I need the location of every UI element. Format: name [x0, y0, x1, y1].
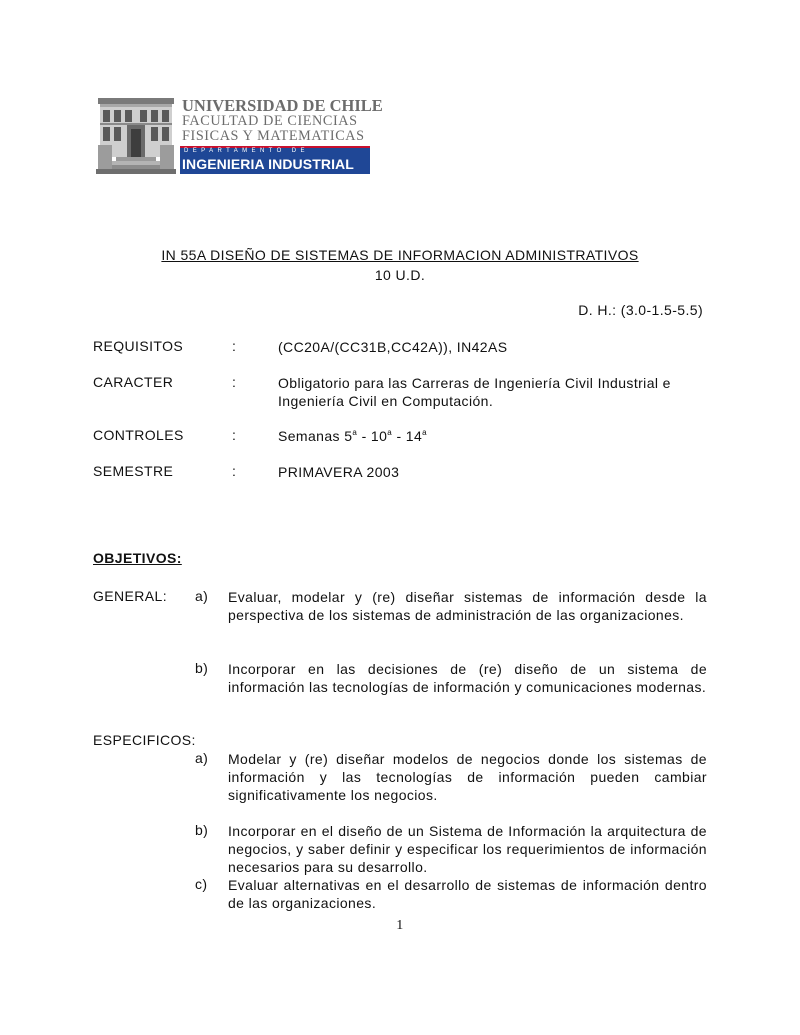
requisitos-value: (CC20A/(CC31B,CC42A)), IN42AS	[278, 339, 508, 355]
especificos-item-text: Evaluar alternativas en el desarrollo de sistemas de información dentro de las organizaciones.	[228, 877, 707, 911]
controles-colon: :	[232, 427, 237, 443]
controles-label: CONTROLES	[93, 427, 184, 443]
requisitos-label: REQUISITOS	[93, 338, 184, 354]
logo-faculty-line1: FACULTAD DE CIENCIAS	[182, 113, 358, 129]
caracter-label: CARACTER	[93, 374, 174, 390]
caracter-colon: :	[232, 374, 237, 390]
course-hours: D. H.: (3.0-1.5-5.5)	[578, 302, 703, 318]
general-item-letter: b)	[195, 660, 209, 676]
especificos-label: ESPECIFICOS:	[93, 732, 196, 748]
semestre-value: PRIMAVERA 2003	[278, 464, 400, 480]
university-building-icon	[96, 96, 176, 174]
controles-value: Semanas 5$^a$ - 10$^a$ - 14$^a$	[278, 428, 428, 444]
objetivos-heading: OBJETIVOS:	[93, 550, 182, 566]
page-number: 1	[396, 918, 404, 933]
general-item-letter: a)	[195, 588, 209, 604]
especificos-item-text: Incorporar en el diseño de un Sistema de Información la arquitectura de negocios, y saber definir y especificar los requerimientos de información necesarios para su desarrollo.	[228, 823, 707, 875]
logo-department-label: DEPARTAMENTO DE	[184, 148, 309, 154]
course-credits: 10 U.D.	[374, 267, 426, 283]
requisitos-colon: :	[232, 338, 237, 354]
general-item-text: Evaluar, modelar y (re) diseñar sistemas de información desde la perspectiva de los sistemas de administración de las organizaciones.	[228, 589, 707, 623]
logo-faculty-line2: FISICAS Y MATEMATICAS	[182, 128, 365, 144]
semestre-label: SEMESTRE	[93, 463, 174, 479]
semestre-colon: :	[232, 463, 237, 479]
especificos-item-letter: b)	[195, 822, 209, 838]
university-logo	[96, 96, 383, 174]
especificos-item-text: Modelar y (re) diseñar modelos de negocios donde los sistemas de información y las tecnologías de información pueden cambiar significativamente los negocios.	[228, 751, 707, 803]
course-title: IN 55A DISEÑO DE SISTEMAS DE INFORMACION ADMINISTRATIVOS	[161, 247, 639, 263]
caracter-value: Obligatorio para las Carreras de Ingeniería Civil Industrial e Ingeniería Civil en Computación.	[278, 375, 671, 409]
general-label: GENERAL:	[93, 588, 167, 604]
especificos-item-letter: a)	[195, 750, 209, 766]
especificos-item-letter: c)	[195, 876, 208, 892]
logo-university-name: UNIVERSIDAD DE CHILE	[182, 96, 383, 115]
general-item-text: Incorporar en las decisiones de (re) diseño de un sistema de información las tecnologías de información y comunicaciones modernas.	[228, 661, 707, 695]
logo-department-name: INGENIERIA INDUSTRIAL	[182, 156, 354, 172]
